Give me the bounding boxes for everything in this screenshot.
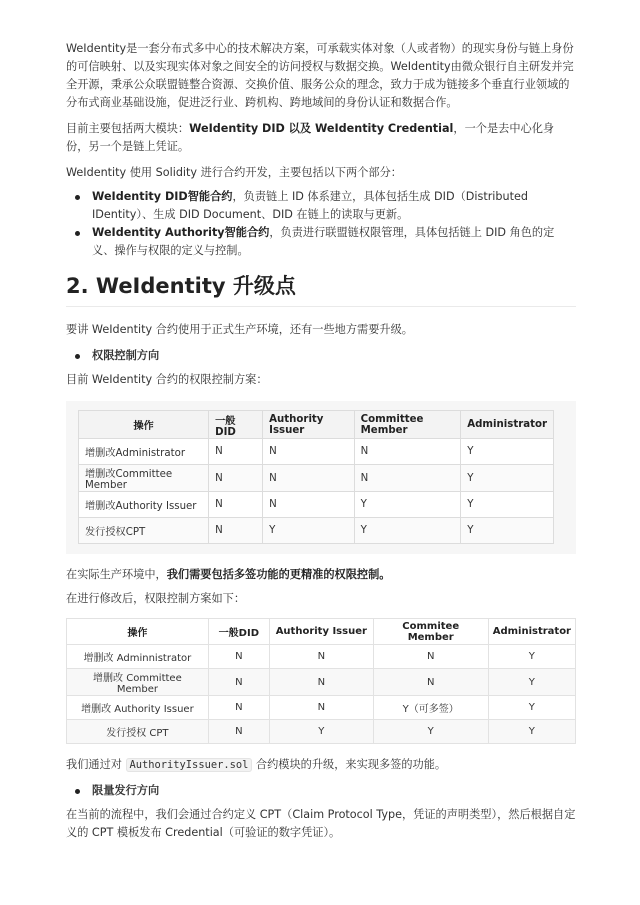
table-header: 一般DID — [208, 619, 269, 645]
table-row: 增删改Administrator N N N Y — [79, 439, 554, 465]
modified-scheme-paragraph: 在进行修改后，权限控制方案如下： — [66, 592, 246, 605]
table-row: 增删改 Authority Issuer N N Y（可多签） Y — [67, 696, 576, 720]
table-header: Commitee Member — [373, 619, 488, 645]
list-item: 权限控制方向 — [66, 347, 576, 365]
table-row: 增删改Committee Member N N N Y — [79, 465, 554, 492]
current-scheme-paragraph: 目前 WeIdentity 合约的权限控制方案： — [66, 373, 268, 386]
table-row: 增删改 Committee Member N N N Y — [67, 669, 576, 696]
contract-list — [66, 188, 576, 260]
table-row: 增删改 Adminnistrator N N N Y — [67, 645, 576, 669]
table-row: 增删改Authority Issuer N N Y Y — [79, 492, 554, 518]
table-row: 发行授权 CPT N Y Y Y — [67, 720, 576, 744]
table1-image — [66, 401, 576, 554]
modules-bold: WeIdentity DID 以及 WeIdentity Credential — [189, 122, 454, 135]
table-row: 发行授权CPT N Y Y Y — [79, 518, 554, 544]
bullet-permission — [66, 347, 576, 365]
upgrade-paragraph: 要讲 WeIdentity 合约使用于正式生产环境，还有一些地方需要升级。 — [66, 323, 413, 336]
multisig-paragraph: 我们通过对 AuthorityIssuer.sol 合约模块的升级，来实现多签的功能。 — [66, 758, 447, 771]
document-page — [66, 40, 576, 842]
bullet-limited-issuance — [66, 782, 576, 800]
table-header: 操作 — [79, 411, 209, 439]
modules-paragraph: 目前主要包括两大模块：WeIdentity DID 以及 WeIdentity Credential，一个是去中心化身份，另一个是链上凭证。 — [66, 122, 555, 153]
section-heading: 2. WeIdentity 升级点 — [66, 272, 576, 307]
list-item: WeIdentity DID智能合约，负责链上 ID 体系建立，具体包括生成 DID（Distributed IDentity）、生成 DID Document、DID 在链上的读取与更新。 — [66, 188, 576, 224]
table-header: Administrator — [488, 619, 575, 645]
list-item: WeIdentity Authority智能合约，负责进行联盟链权限管理，具体包括链上 DID 角色的定义、操作与权限的定义与控制。 — [66, 224, 576, 260]
permission-table-modified — [66, 618, 576, 744]
intro-paragraph: WeIdentity是一套分布式多中心的技术解决方案，可承载实体对象（人或者物）的现实身份与链上身份的可信映射、以及实现实体对象之间安全的访问授权与数据交换。WeIdentity由微众银行自主研发并完全开源，秉承公众联盟链整合资源、交换价值、服务公众的理念，致力于成为链接多个垂直行业领域的分布式商业基础设施，促进泛行业、跨机构、跨地域间的身份认证和数据合作。 — [66, 42, 574, 109]
table-header: Authority Issuer — [263, 411, 355, 439]
list-item: 限量发行方向 — [66, 782, 576, 800]
table-header: Administrator — [461, 411, 554, 439]
table-header: Authority Issuer — [269, 619, 373, 645]
cpt-paragraph: 在当前的流程中，我们会通过合约定义 CPT（Claim Protocol Type，凭证的声明类型），然后根据自定义的 CPT 模板发布 Credential（可验证的数字凭证）。 — [66, 808, 576, 839]
table-header: Committee Member — [354, 411, 461, 439]
table-header: 操作 — [67, 619, 209, 645]
production-paragraph: 在实际生产环境中，我们需要包括多签功能的更精准的权限控制。 — [66, 568, 391, 581]
inline-code: AuthorityIssuer.sol — [126, 758, 253, 772]
permission-table-current — [78, 410, 554, 544]
table-header: 一般DID — [209, 411, 263, 439]
solidity-paragraph: WeIdentity 使用 Solidity 进行合约开发，主要包括以下两个部分： — [66, 166, 402, 179]
